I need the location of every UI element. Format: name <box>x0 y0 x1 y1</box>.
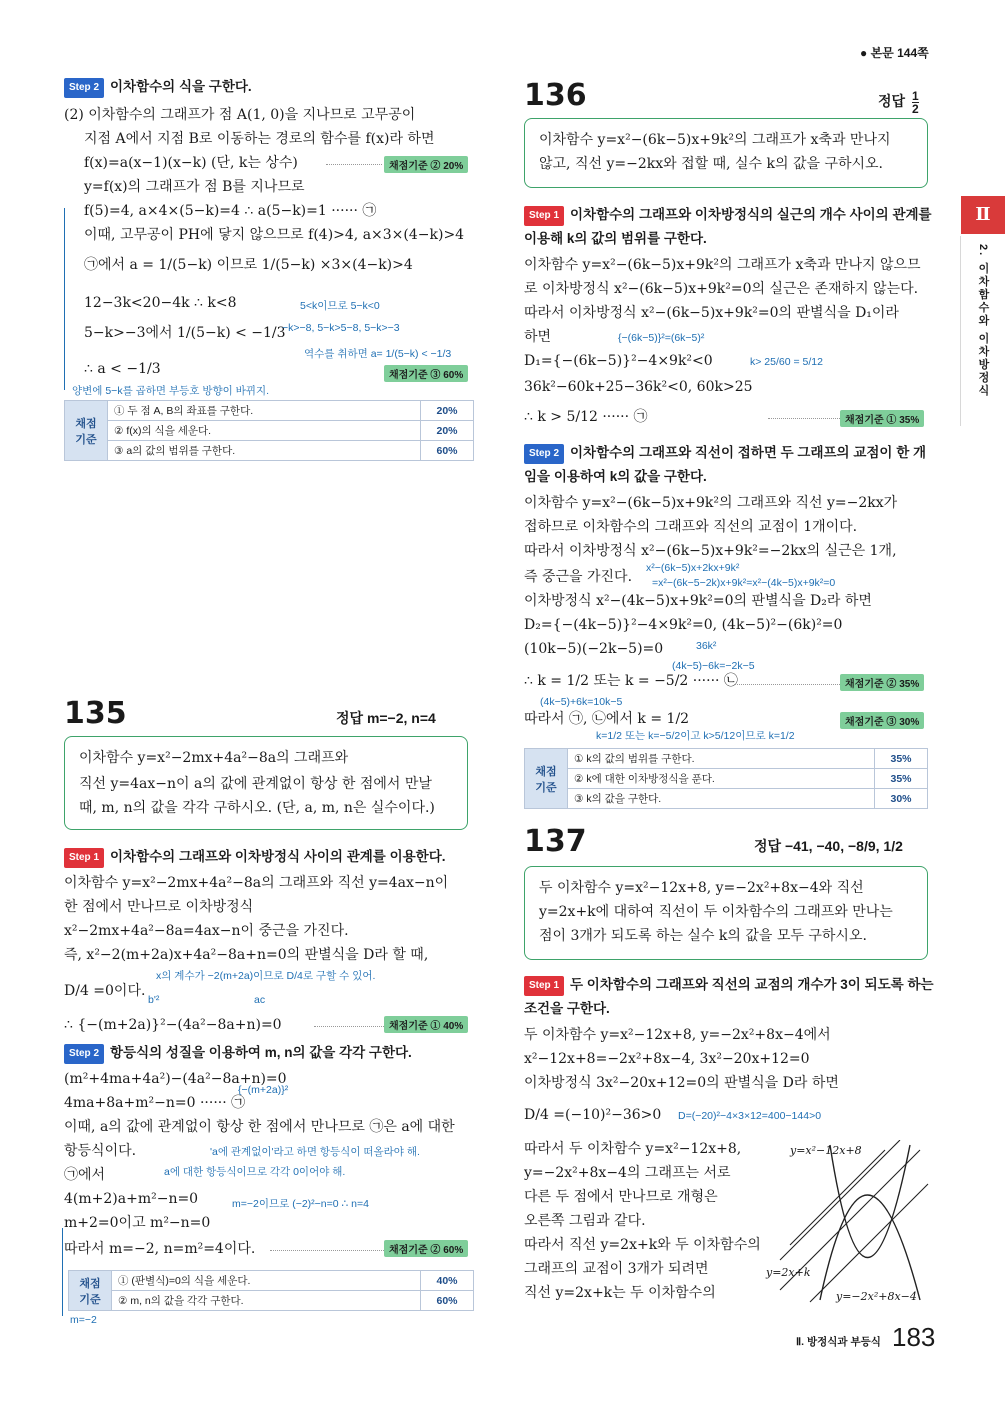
solution-line: (10k−5)(−2k−5)=0 <box>524 641 664 657</box>
criteria-badge: 채점기준 ② 20% <box>384 156 468 173</box>
step-title: 이차함수의 그래프와 이차방정식 사이의 관계를 이용한다. <box>110 849 446 864</box>
criteria-pct: 40% <box>421 1271 474 1291</box>
step-badge: Step 2 <box>524 444 564 464</box>
step-title: 이차함수의 그래프와 이차방정식의 실근의 개수 사이의 관계를 <box>570 207 932 222</box>
side-note: a에 대한 항등식이므로 각각 0이어야 해. <box>164 1166 346 1178</box>
criteria-pct: 60% <box>421 441 474 461</box>
tangent-line-4 <box>790 1150 885 1245</box>
answer: 정답 −41, −40, −8/9, 1/2 <box>754 838 903 854</box>
criteria-item: ② k에 대한 이차방정식을 푼다. <box>568 769 875 789</box>
solution-line: 이차방정식 3x²−20x+12=0의 판별식을 D라 하면 <box>524 1075 839 1091</box>
criteria-head: 채점 기준 <box>65 401 108 461</box>
side-note: −k>−8, 5−k>5−8, 5−k>−3 <box>282 322 400 334</box>
criteria-pct: 35% <box>875 749 928 769</box>
chapter-side-label-text: 2. 이차함수와 이차방정식 <box>977 244 989 398</box>
step-badge: Step 2 <box>64 1044 104 1064</box>
question-box <box>524 118 928 188</box>
solution-line: 4ma+8a+m²−n=0 ······ ㉠ <box>64 1095 246 1111</box>
solution-line: 이차함수 y=x²−2mx+4a²−8a의 그래프와 직선 y=4ax−n이 <box>64 875 449 891</box>
solution-line: 따라서 두 이차함수 y=x²−12x+8, <box>524 1141 742 1157</box>
criteria-pct: 60% <box>421 1291 474 1311</box>
solution-line: 항등식이다. <box>64 1143 137 1159</box>
arrow-line <box>62 1228 64 1316</box>
criteria-item: ③ k의 값을 구한다. <box>568 789 875 809</box>
side-note: k> 25/60 = 5/12 <box>750 356 823 368</box>
question-line: 때, m, n의 값을 각각 구하시오. (단, a, m, n은 실수이다.) <box>79 800 435 816</box>
side-note: {−(m+2a)}² <box>238 1084 289 1096</box>
side-note: x의 계수가 −2(m+2a)이므로 D/4로 구할 수 있어. <box>156 970 376 982</box>
solution-line: f(5)=4, a×4×(5−k)=4 ∴ a(5−k)=1 ······ ㉠ <box>84 203 377 219</box>
solution-line: 하면 <box>524 329 552 345</box>
step-header <box>524 206 932 226</box>
criteria-badge: 채점기준 ② 35% <box>840 674 924 691</box>
solution-line: ㉠에서 a = 1/(5−k) 이므로 1/(5−k) ×3×(4−k)>4 <box>84 257 413 273</box>
graph-label: y=−2x²+8x−4 <box>836 1290 917 1303</box>
side-note: (4k−5)+6k=10k−5 <box>540 696 623 708</box>
solution-line: ∴ k > 5/12 ······ ㉠ <box>524 409 648 425</box>
side-note: m=−2이므로 (−2)²−n=0 ∴ n=4 <box>232 1198 369 1210</box>
solution-line: 12−3k<20−4k ∴ k<8 <box>84 295 237 311</box>
side-note: ac <box>254 994 266 1006</box>
criteria-pct: 20% <box>421 401 474 421</box>
criteria-head: 채점 기준 <box>525 749 568 809</box>
criteria-head: 채점 기준 <box>69 1271 112 1311</box>
solution-line: 오른쪽 그림과 같다. <box>524 1213 646 1229</box>
criteria-pct: 20% <box>421 421 474 441</box>
page-ref-text: 본문 144쪽 <box>870 46 929 60</box>
step-header <box>524 444 926 464</box>
solution-line: 5−k>−3에서 1/(5−k) < −1/3 <box>84 325 286 341</box>
downward-parabola <box>820 1195 920 1300</box>
solution-line: (2) 이차함수의 그래프가 점 A(1, 0)을 지나므로 고무공이 <box>64 107 416 123</box>
question-line: 점이 3개가 되도록 하는 실수 k의 값을 모두 구하시오. <box>539 928 867 944</box>
criteria-badge: 채점기준 ① 35% <box>840 410 924 427</box>
answer <box>878 90 919 115</box>
circle-bullet-icon: ● <box>860 46 868 60</box>
side-note: b'² <box>148 994 160 1006</box>
step-badge: Step 1 <box>64 848 104 868</box>
footer-chapter: Ⅱ. 방정식과 부등식 <box>796 1336 881 1348</box>
arrow-line <box>64 208 66 390</box>
solution-line: D/4 =(−10)²−36>0 <box>524 1107 662 1123</box>
criteria-item: ③ a의 값의 범위를 구한다. <box>108 441 421 461</box>
side-note: 36k² <box>696 640 717 652</box>
step-header <box>64 78 252 98</box>
criteria-badge: 채점기준 ③ 60% <box>384 365 468 382</box>
side-note: 5<k이므로 5−k<0 <box>300 300 380 312</box>
solution-line: 이차함수 y=x²−(6k−5)x+9k²의 그래프와 직선 y=−2kx가 <box>524 495 898 511</box>
solution-line: 직선 y=2x+k는 두 이차함수의 <box>524 1285 716 1301</box>
step-title: 이차함수의 식을 구한다. <box>110 79 252 94</box>
solution-line: (m²+4ma+4a²)−(4a²−8a+n)=0 <box>64 1071 287 1087</box>
answer-denominator: 2 <box>911 102 919 116</box>
solution-line: 접하므로 이차함수의 그래프와 직선의 교점이 1개이다. <box>524 519 858 535</box>
side-note: k=1/2 또는 k=−5/2이고 k>5/12이므로 k=1/2 <box>596 730 795 742</box>
side-note: 양변에 5−k를 곱하면 부등호 방향이 바뀌지. <box>72 385 270 397</box>
solution-line: 이때, 고무공이 PH에 닿지 않으므로 f(4)>4, a×3×(4−k)>4 <box>84 227 465 243</box>
solution-line: ㉠에서 <box>64 1167 106 1183</box>
step-badge: Step 1 <box>524 976 564 996</box>
step-badge: Step 2 <box>64 78 104 98</box>
solution-line: 이차함수 y=x²−(6k−5)x+9k²의 그래프가 x축과 만나지 않으므 <box>524 257 921 273</box>
problem-number: 136 <box>524 78 587 113</box>
question-line: 이차함수 y=x²−(6k−5)x+9k²의 그래프가 x축과 만나지 <box>539 132 891 148</box>
criteria-badge: 채점기준 ① 40% <box>384 1016 468 1033</box>
step-header <box>64 1044 412 1064</box>
solution-line: ∴ a < −1/3 <box>84 361 161 377</box>
criteria-item: ① 두 점 A, B의 좌표를 구한다. <box>108 401 421 421</box>
graph-label: y=2x+k <box>766 1266 811 1279</box>
solution-line: 이때, a의 값에 관계없이 항상 한 점에서 만나므로 ㉠은 a에 대한 <box>64 1119 455 1135</box>
side-note: (4k−5)−6k=−2k−5 <box>672 660 755 672</box>
page-ref <box>860 44 929 61</box>
solution-line: 즉 중근을 가진다. <box>524 569 633 585</box>
problem-number: 135 <box>64 696 127 731</box>
criteria-badge: 채점기준 ③ 30% <box>840 712 924 729</box>
criteria-item: ② m, n의 값을 각각 구한다. <box>112 1291 421 1311</box>
step-header <box>524 976 934 996</box>
chapter-tab: Ⅱ <box>961 196 1005 234</box>
criteria-table <box>64 400 474 461</box>
parabola-graph <box>770 1140 930 1305</box>
step-title: 두 이차함수의 그래프와 직선의 교점의 개수가 3이 되도록 하는 <box>570 977 934 992</box>
answer: 정답 m=−2, n=4 <box>336 710 436 726</box>
answer-numerator: 1 <box>911 89 919 103</box>
solution-line: 두 이차함수 y=x²−12x+8, y=−2x²+8x−4에서 <box>524 1027 831 1043</box>
solution-line: 따라서 m=−2, n=m²=4이다. <box>64 1241 256 1257</box>
solution-line: y=f(x)의 그래프가 점 B를 지나므로 <box>84 179 305 195</box>
solution-line: 따라서 이차방정식 x²−(6k−5)x+9k²=0의 판별식을 D₁이라 <box>524 305 899 321</box>
criteria-item: ② f(x)의 식을 세운다. <box>108 421 421 441</box>
tangent-line-1 <box>780 1140 900 1260</box>
solution-line: m+2=0이고 m²−n=0 <box>64 1215 211 1231</box>
answer-label: 정답 <box>878 93 906 110</box>
solution-line: 따라서 직선 y=2x+k와 두 이차함수의 <box>524 1237 761 1253</box>
question-line: y=2x+k에 대하여 직선이 두 이차함수의 그래프와 만나는 <box>539 904 893 920</box>
question-line: 직선 y=4ax−n이 a의 값에 관계없이 항상 한 점에서 만날 <box>79 776 432 792</box>
side-note: 역수를 취하면 a= 1/(5−k) < −1/3 <box>304 348 452 360</box>
solution-line: D₂={−(4k−5)}²−4×9k²=0, (4k−5)²−(6k)²=0 <box>524 617 843 633</box>
criteria-item: ① (판별식)=0의 식을 세운다. <box>112 1271 421 1291</box>
criteria-pct: 35% <box>875 769 928 789</box>
side-note: {−(6k−5)}²=(6k−5)² <box>618 332 705 344</box>
upward-parabola <box>830 1145 910 1258</box>
solution-line: x²−12x+8=−2x²+8x−4, 3x²−20x+12=0 <box>524 1051 810 1067</box>
step-title-cont: 이용해 k의 값의 범위를 구한다. <box>524 231 707 246</box>
solution-line: ∴ {−(m+2a)}²−(4a²−8a+n)=0 <box>64 1017 282 1033</box>
side-note: D=(−20)²−4×3×12=400−144>0 <box>678 1110 822 1122</box>
solution-line: 즉, x²−2(m+2a)x+4a²−8a+n=0의 판별식을 D라 할 때, <box>64 947 429 963</box>
question-line: 두 이차함수 y=x²−12x+8, y=−2x²+8x−4와 직선 <box>539 880 864 896</box>
criteria-table <box>68 1270 474 1311</box>
chapter-side-label <box>960 236 1005 426</box>
side-note: 'a에 관계없이'라고 하면 항등식이 떠올라야 해. <box>210 1146 420 1158</box>
question-box <box>64 736 468 830</box>
question-line: 이차함수 y=x²−2mx+4a²−8a의 그래프와 <box>79 750 349 766</box>
solution-line: D₁={−(6k−5)}²−4×9k²<0 <box>524 353 713 369</box>
solution-line: 그래프의 교점이 3개가 되려면 <box>524 1261 709 1277</box>
solution-line: 따라서 ㉠, ㉡에서 k = 1/2 <box>524 711 690 727</box>
criteria-item: ① k의 값의 범위를 구한다. <box>568 749 875 769</box>
solution-line: 한 점에서 만나므로 이차방정식 <box>64 899 254 915</box>
step-title-cont: 임을 이용하여 k의 값을 구한다. <box>524 469 707 484</box>
solution-line: 이차방정식 x²−(4k−5)x+9k²=0의 판별식을 D₂라 하면 <box>524 593 872 609</box>
solution-line: x²−2mx+4a²−8a=4ax−n이 중근을 가진다. <box>64 923 349 939</box>
graph-label: y=x²−12x+8 <box>790 1144 862 1157</box>
step-badge: Step 1 <box>524 206 564 226</box>
solution-line: 4(m+2)a+m²−n=0 <box>64 1191 199 1207</box>
solution-line: y=−2x²+8x−4의 그래프는 서로 <box>524 1165 731 1181</box>
step-header <box>64 848 446 868</box>
step-title: 항등식의 성질을 이용하여 m, n의 값을 각각 구한다. <box>110 1045 412 1060</box>
page-number: 183 <box>892 1322 936 1352</box>
problem-number: 137 <box>524 824 587 859</box>
solution-line: 로 이차방정식 x²−(6k−5)x+9k²=0의 실근은 존재하지 않는다. <box>524 281 919 297</box>
solution-line: D/4 =0이다. <box>64 983 146 999</box>
criteria-pct: 30% <box>875 789 928 809</box>
solution-line: 따라서 이차방정식 x²−(6k−5)x+9k²=−2kx의 실근은 1개, <box>524 543 897 559</box>
step-title-cont: 조건을 구한다. <box>524 1001 610 1016</box>
solution-line: 36k²−60k+25−36k²<0, 60k>25 <box>524 379 753 395</box>
solution-line: 다른 두 점에서 만나므로 개형은 <box>524 1189 718 1205</box>
side-note: m=−2 <box>70 1314 97 1326</box>
step-title: 이차함수의 그래프와 직선이 접하면 두 그래프의 교점이 한 개 <box>570 445 927 460</box>
solution-line: ∴ k = 1/2 또는 k = −5/2 ······ ㉡ <box>524 673 738 689</box>
side-note: x²−(6k−5)x+2kx+9k² <box>646 562 740 574</box>
answer-fraction <box>912 90 919 115</box>
question-box <box>524 866 928 960</box>
criteria-badge: 채점기준 ② 60% <box>384 1240 468 1257</box>
side-note: =x²−(6k−5−2k)x+9k²=x²−(4k−5)x+9k²=0 <box>652 577 836 589</box>
solution-line: f(x)=a(x−1)(x−k) (단, k는 상수) <box>84 155 298 171</box>
question-line: 않고, 직선 y=−2kx와 접할 때, 실수 k의 값을 구하시오. <box>539 156 883 172</box>
criteria-table <box>524 748 928 809</box>
solution-line: 지점 A에서 지점 B로 이동하는 경로의 함수를 f(x)라 하면 <box>84 131 435 147</box>
